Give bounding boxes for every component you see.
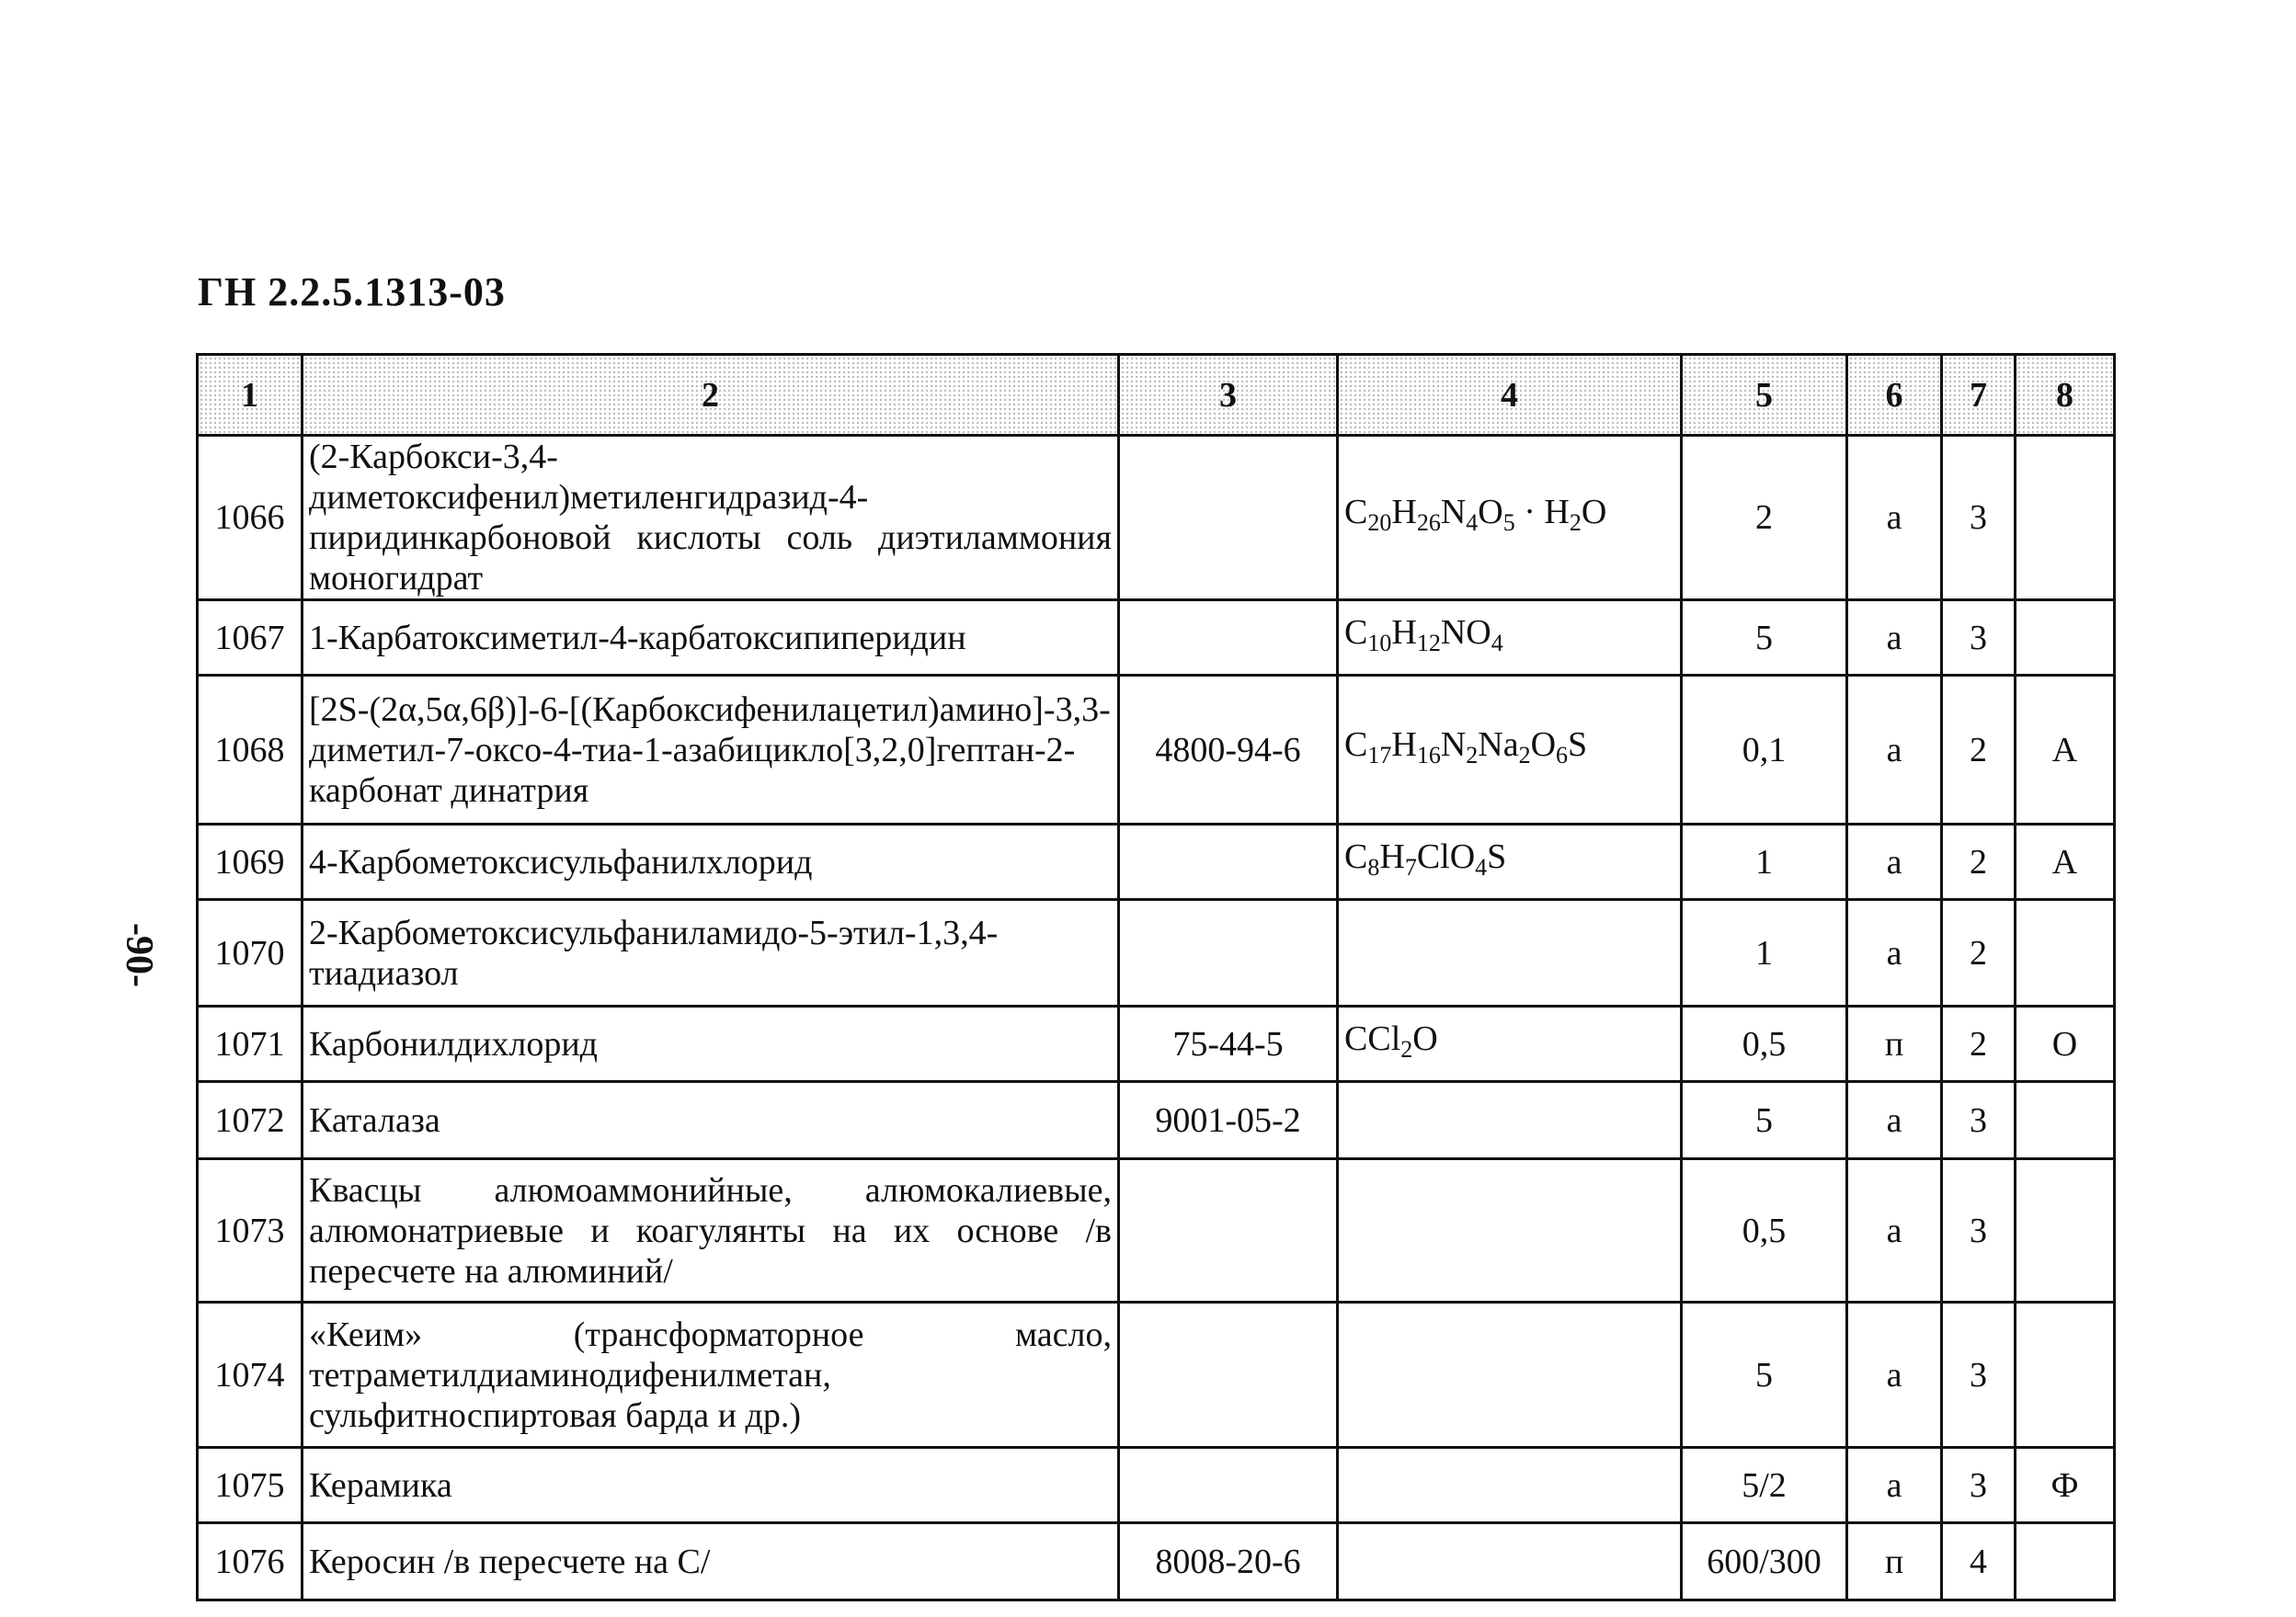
table-row (198, 900, 2115, 1007)
row-number: 1070 (198, 900, 303, 1007)
substance-name: 2-Карбометоксисульфаниламидо-5-этил-1,3,4-тиадиазол (303, 900, 1119, 1007)
cas-number: 8008-20-6 (1119, 1523, 1338, 1600)
aggregate-state: а (1847, 1082, 1942, 1159)
limit-value: 600/300 (1682, 1523, 1847, 1600)
limit-value: 0,5 (1682, 1159, 1847, 1303)
cas-number (1119, 1159, 1338, 1303)
aggregate-state: а (1847, 676, 1942, 825)
hazard-class: 3 (1942, 1082, 2016, 1159)
chemical-formula: $C_{10}H_{12}NO_4$ (1338, 600, 1682, 676)
table-row (198, 1523, 2115, 1600)
hazard-class: 3 (1942, 1448, 2016, 1523)
aggregate-state: а (1847, 436, 1942, 600)
cas-number: 75-44-5 (1119, 1007, 1338, 1082)
row-number: 1071 (198, 1007, 303, 1082)
substance-name: 1-Карбатоксиметил-4-карбатоксипиперидин (303, 600, 1119, 676)
chemical-formula (1338, 1448, 1682, 1523)
note: О (2016, 1007, 2115, 1082)
limit-value: 0,5 (1682, 1007, 1847, 1082)
hazard-class: 3 (1942, 600, 2016, 676)
note (2016, 1159, 2115, 1303)
chemical-formula: $C_{20}H_{26}N_4O_5 \cdot H_2O$ (1338, 436, 1682, 600)
limit-value: 5 (1682, 600, 1847, 676)
cas-number (1119, 436, 1338, 600)
limit-value: 5/2 (1682, 1448, 1847, 1523)
aggregate-state: п (1847, 1007, 1942, 1082)
header-col-8: 8 (2016, 355, 2115, 436)
hazard-class: 3 (1942, 436, 2016, 600)
aggregate-state: а (1847, 600, 1942, 676)
hazard-class: 2 (1942, 900, 2016, 1007)
limit-value: 1 (1682, 900, 1847, 1007)
chemical-formula (1338, 1303, 1682, 1448)
header-col-6: 6 (1847, 355, 1942, 436)
chemical-formula (1338, 900, 1682, 1007)
cas-number: 4800-94-6 (1119, 676, 1338, 825)
table-row (198, 600, 2115, 676)
limit-value: 5 (1682, 1082, 1847, 1159)
aggregate-state: а (1847, 825, 1942, 900)
substance-name: Керамика (303, 1448, 1119, 1523)
header-col-3: 3 (1119, 355, 1338, 436)
limit-value: 2 (1682, 436, 1847, 600)
limit-value: 5 (1682, 1303, 1847, 1448)
row-number: 1076 (198, 1523, 303, 1600)
substance-name: Квасцы алюмоаммонийные, алюмокалиевые, алюмонатриевые и коагулянты на их основе /в пересчете на алюминий/ (303, 1159, 1119, 1303)
table-row (198, 1082, 2115, 1159)
header-col-1: 1 (198, 355, 303, 436)
aggregate-state: а (1847, 1448, 1942, 1523)
table-row (198, 676, 2115, 825)
hazard-class: 2 (1942, 1007, 2016, 1082)
cas-number: 9001-05-2 (1119, 1082, 1338, 1159)
aggregate-state: а (1847, 1303, 1942, 1448)
row-number: 1069 (198, 825, 303, 900)
header-col-4: 4 (1338, 355, 1682, 436)
table-row (198, 1007, 2115, 1082)
limit-value: 0,1 (1682, 676, 1847, 825)
substances-table (196, 353, 2116, 1601)
hazard-class: 3 (1942, 1303, 2016, 1448)
cas-number (1119, 600, 1338, 676)
note (2016, 600, 2115, 676)
document-code: ГН 2.2.5.1313-03 (198, 269, 506, 314)
row-number: 1073 (198, 1159, 303, 1303)
row-number: 1066 (198, 436, 303, 600)
cas-number (1119, 900, 1338, 1007)
aggregate-state: п (1847, 1523, 1942, 1600)
substance-name: 4-Карбометоксисульфанилхлорид (303, 825, 1119, 900)
chemical-formula (1338, 1523, 1682, 1600)
aggregate-state: а (1847, 900, 1942, 1007)
table-row (198, 825, 2115, 900)
hazard-class: 2 (1942, 825, 2016, 900)
substance-name: [2S-(2α,5α,6β)]-6-[(Карбоксифенилацетил)амино]-3,3-диметил-7-оксо-4-тиа-1-азабицикло[3,2,0]гептан-2-карбонат динатрия (303, 676, 1119, 825)
table-row (198, 1159, 2115, 1303)
limit-value: 1 (1682, 825, 1847, 900)
table-row (198, 436, 2115, 600)
chemical-formula: $C_8H_7ClO_4S$ (1338, 825, 1682, 900)
row-number: 1068 (198, 676, 303, 825)
cas-number (1119, 1448, 1338, 1523)
note (2016, 1523, 2115, 1600)
substance-name: (2-Карбокси-3,4-диметоксифенил)метиленгидразид-4-пиридинкарбоновой кислоты соль диэтиламмония моногидрат (303, 436, 1119, 600)
chemical-formula: $C_{17}H_{16}N_2Na_2O_6S$ (1338, 676, 1682, 825)
cas-number (1119, 825, 1338, 900)
hazard-class: 3 (1942, 1159, 2016, 1303)
hazard-class: 2 (1942, 676, 2016, 825)
row-number: 1067 (198, 600, 303, 676)
note (2016, 1303, 2115, 1448)
note (2016, 436, 2115, 600)
note: А (2016, 825, 2115, 900)
substance-name: Карбонилдихлорид (303, 1007, 1119, 1082)
header-col-2: 2 (303, 355, 1119, 436)
row-number: 1074 (198, 1303, 303, 1448)
substance-name: «Кеим» (трансформаторное масло, тетраметилдиаминодифенилметан, сульфитноспиртовая барда и др.) (303, 1303, 1119, 1448)
row-number: 1075 (198, 1448, 303, 1523)
note (2016, 1082, 2115, 1159)
chemical-formula: CCl$_2$O (1338, 1007, 1682, 1082)
table-header-row (198, 355, 2115, 436)
table-row (198, 1303, 2115, 1448)
cas-number (1119, 1303, 1338, 1448)
substance-name: Каталаза (303, 1082, 1119, 1159)
note (2016, 900, 2115, 1007)
chemical-formula (1338, 1159, 1682, 1303)
note: Ф (2016, 1448, 2115, 1523)
header-col-5: 5 (1682, 355, 1847, 436)
page-number: -90- (117, 923, 160, 987)
chemical-formula (1338, 1082, 1682, 1159)
aggregate-state: а (1847, 1159, 1942, 1303)
table-row (198, 1448, 2115, 1523)
row-number: 1072 (198, 1082, 303, 1159)
substance-name: Керосин /в пересчете на С/ (303, 1523, 1119, 1600)
hazard-class: 4 (1942, 1523, 2016, 1600)
note: А (2016, 676, 2115, 825)
header-col-7: 7 (1942, 355, 2016, 436)
